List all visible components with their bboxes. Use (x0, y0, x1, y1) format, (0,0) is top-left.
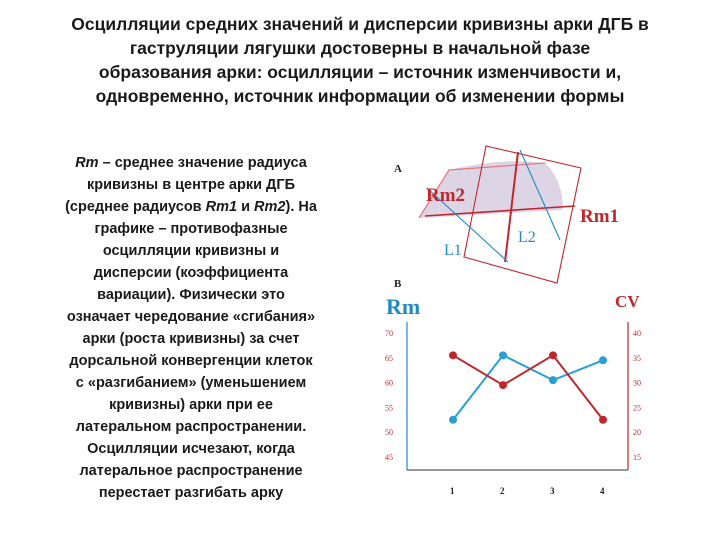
left-tick-label: 55 (385, 403, 393, 413)
text-line: осцилляции кривизны и (102, 243, 280, 259)
cv-series-line (453, 355, 603, 419)
text-line: кривизны в центре арки ДГБ (86, 177, 296, 193)
chart-marks (385, 329, 641, 496)
right-tick-label: 25 (633, 403, 641, 413)
x-tick-label: 1 (450, 486, 455, 496)
text-line: дорсальной конвергенции клеток (69, 353, 313, 369)
right-axis-title: CV (615, 292, 640, 311)
cv-point (599, 416, 607, 424)
text-line: арки (роста кривизны) за счет (82, 331, 300, 347)
right-tick-label: 20 (633, 428, 641, 438)
text-line: графике – противофазные (94, 221, 288, 237)
right-tick-label: 40 (633, 329, 641, 338)
left-tick-label: 65 (385, 353, 393, 363)
rm2-term: Rm2 (254, 199, 286, 215)
text-line: Осцилляции исчезают, когда (87, 441, 295, 457)
text-line: перестает разгибать арку (98, 485, 284, 501)
left-tick-label: 70 (385, 329, 393, 338)
rm-point (449, 416, 457, 424)
panel-b (385, 278, 641, 496)
cv-point (449, 351, 457, 359)
left-axis-title: Rm (386, 294, 421, 319)
left-tick-label: 50 (385, 428, 393, 438)
left-tick-label: 60 (385, 378, 393, 388)
rm-point (499, 351, 507, 359)
title-line: образования арки: осцилляции – источник изменчивости и, (98, 62, 622, 82)
text-line: дисперсии (коэффициента (93, 265, 289, 281)
x-tick-label: 4 (600, 486, 605, 496)
rm1-term: Rm1 (205, 199, 238, 215)
panel-a-letter: A (394, 163, 402, 175)
x-tick-label: 2 (500, 486, 505, 496)
rm-point (599, 356, 607, 364)
label-rm1: Rm1 (580, 206, 620, 227)
text-line: (среднее радиусов Rm1 и Rm2). На (65, 199, 317, 215)
rm-series-line (453, 355, 603, 419)
text-line: кривизны) арки при ее (109, 397, 273, 413)
right-tick-label: 15 (633, 453, 641, 462)
rm-point (549, 376, 557, 384)
right-tick-label: 35 (633, 353, 641, 363)
label-rm2: Rm2 (426, 185, 466, 206)
cv-point (549, 351, 557, 359)
text-line: Rm – среднее значение радиуса (75, 155, 307, 171)
title-line: гаструляции лягушки достоверны в начальной фазе (129, 38, 591, 58)
right-tick-label: 30 (633, 378, 641, 388)
cv-point (499, 381, 507, 389)
left-tick-label: 45 (385, 453, 393, 462)
text-line: с «разгибанием» (уменьшением (75, 375, 307, 391)
label-l2: L2 (518, 229, 536, 246)
text-line: означает чередование «сгибания» (66, 309, 316, 325)
title-line: одновременно, источник информации об изменении формы (95, 86, 625, 106)
title-line: Осцилляции средних значений и дисперсии кривизны арки ДГБ в (71, 14, 649, 34)
label-l1: L1 (444, 242, 462, 259)
text-line: латеральном распространении. (75, 419, 307, 435)
text-line: латеральное распространение (79, 463, 303, 479)
panel-a (394, 146, 619, 283)
text-line: вариации). Физически это (97, 287, 285, 303)
panel-b-letter: B (394, 278, 402, 290)
rm-term: Rm (75, 155, 99, 171)
x-tick-label: 3 (550, 486, 555, 496)
